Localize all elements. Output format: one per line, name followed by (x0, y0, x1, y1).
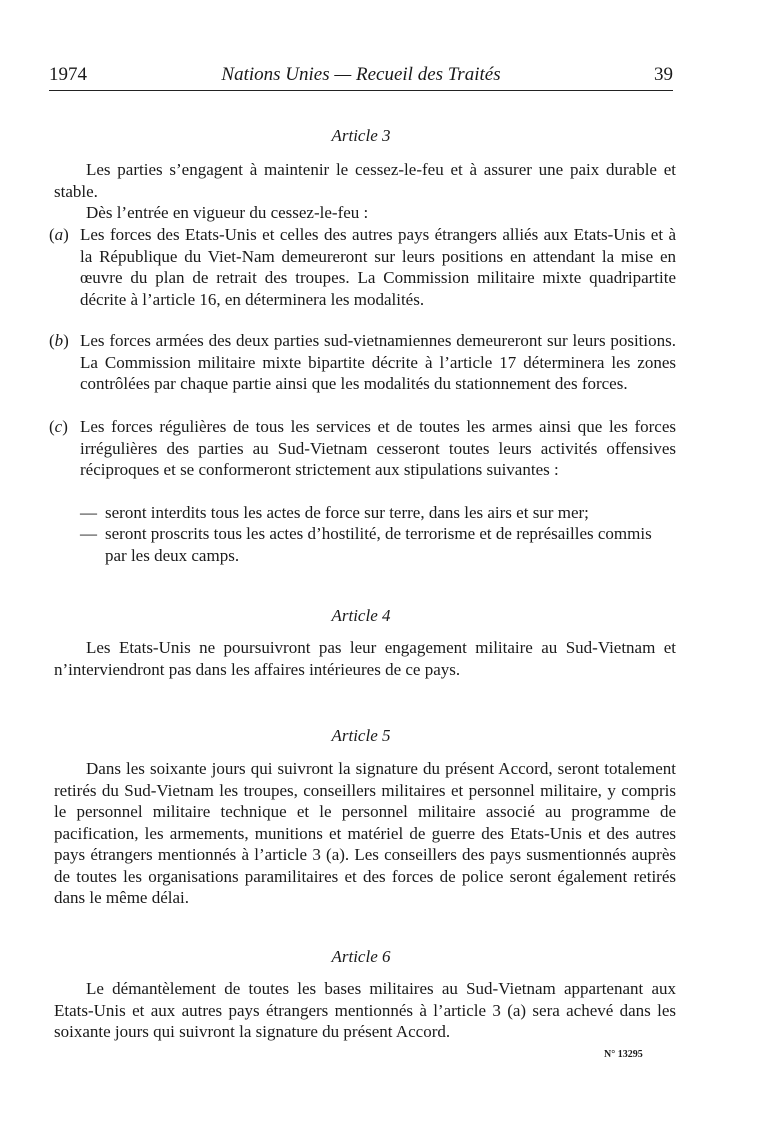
article-3-lead: Dès l’entrée en vigueur du cessez-le-feu : (86, 203, 369, 222)
article-6-text: Le démantèlement de toutes les bases militaires au Sud-Vietnam appartenant aux Etats-Unis et aux autres pays étrangers mentionnés à l’article 3 (a) sera achevé dans les soixante jours qui suivront la signature du présent Accord. (54, 979, 676, 1041)
article-3-intro: Les parties s’engagent à maintenir le cessez-le-feu et à assurer une paix durable et stable. (54, 160, 676, 201)
article-3-dash-item-2 (80, 523, 676, 566)
item-text: Les forces régulières de tous les services et de toutes les armes ainsi que les forces irrégulières des parties au Sud-Vietnam cesseront toutes leurs activités offensives réciproques et se conformeront strictement aux stipulations suivantes : (80, 417, 676, 479)
item-marker: (c) (49, 417, 68, 436)
dash-item-text: seront interdits tous les actes de force sur terre, dans les airs et sur mer; (105, 503, 589, 522)
article-4-title: Article 4 (331, 606, 391, 625)
page-header (49, 62, 673, 91)
article-5-text: Dans les soixante jours qui suivront la signature du présent Accord, seront totalement retirés du Sud-Vietnam les troupes, conseillers militaires et personnel militaire, y compris le personnel militaire technique et le personnel militaire associé au programme de pacification, les armements, munitions et matériel de guerre des Etats-Unis et des autres pays étrangers mentionnés à l’article 3 (a). Les conseillers des pays susmentionnés auprès de toutes les organisations paramilitaires et des forces de police seront également retirés dans le même délai. (54, 759, 676, 907)
item-text: Les forces armées des deux parties sud-vietnamiennes demeureront sur leurs positions. La Commission militaire mixte bipartite décrite à l’article 17 déterminera les zones contrôlées par chaque partie ainsi que les modalités du stationnement des forces. (80, 331, 676, 393)
article-3-dash-item-1 (80, 502, 676, 524)
article-5-title: Article 5 (331, 726, 391, 745)
item-marker: (a) (49, 225, 69, 244)
footer-document-number: N° 13295 (604, 1049, 643, 1060)
article-3-item-c (49, 416, 676, 481)
article-6-title: Article 6 (331, 947, 391, 966)
article-3-item-b (49, 330, 676, 395)
header-year: 1974 (49, 64, 87, 85)
item-text: Les forces des Etats-Unis et celles des autres pays étrangers alliés aux Etats-Unis et à la République du Viet-Nam demeureront sur leurs positions en attendant la mise en œuvre du plan de retrait des troupes. La Commission militaire mixte quadripartite décrite à l’article 16, en déterminera les modalités. (80, 225, 676, 309)
article-3-item-a (49, 224, 676, 310)
dash-marker: — (80, 524, 97, 543)
article-4-text: Les Etats-Unis ne poursuivront pas leur engagement militaire au Sud-Vietnam et n’interviendront pas dans les affaires intérieures de ce pays. (54, 638, 676, 679)
article-3-title: Article 3 (331, 126, 391, 145)
header-title: Nations Unies — Recueil des Traités (221, 64, 501, 85)
header-page-number: 39 (654, 64, 673, 85)
item-marker: (b) (49, 331, 69, 350)
dash-marker: — (80, 503, 97, 522)
dash-item-text: seront proscrits tous les actes d’hostilité, de terrorisme et de représailles commis par les deux camps. (105, 524, 652, 565)
